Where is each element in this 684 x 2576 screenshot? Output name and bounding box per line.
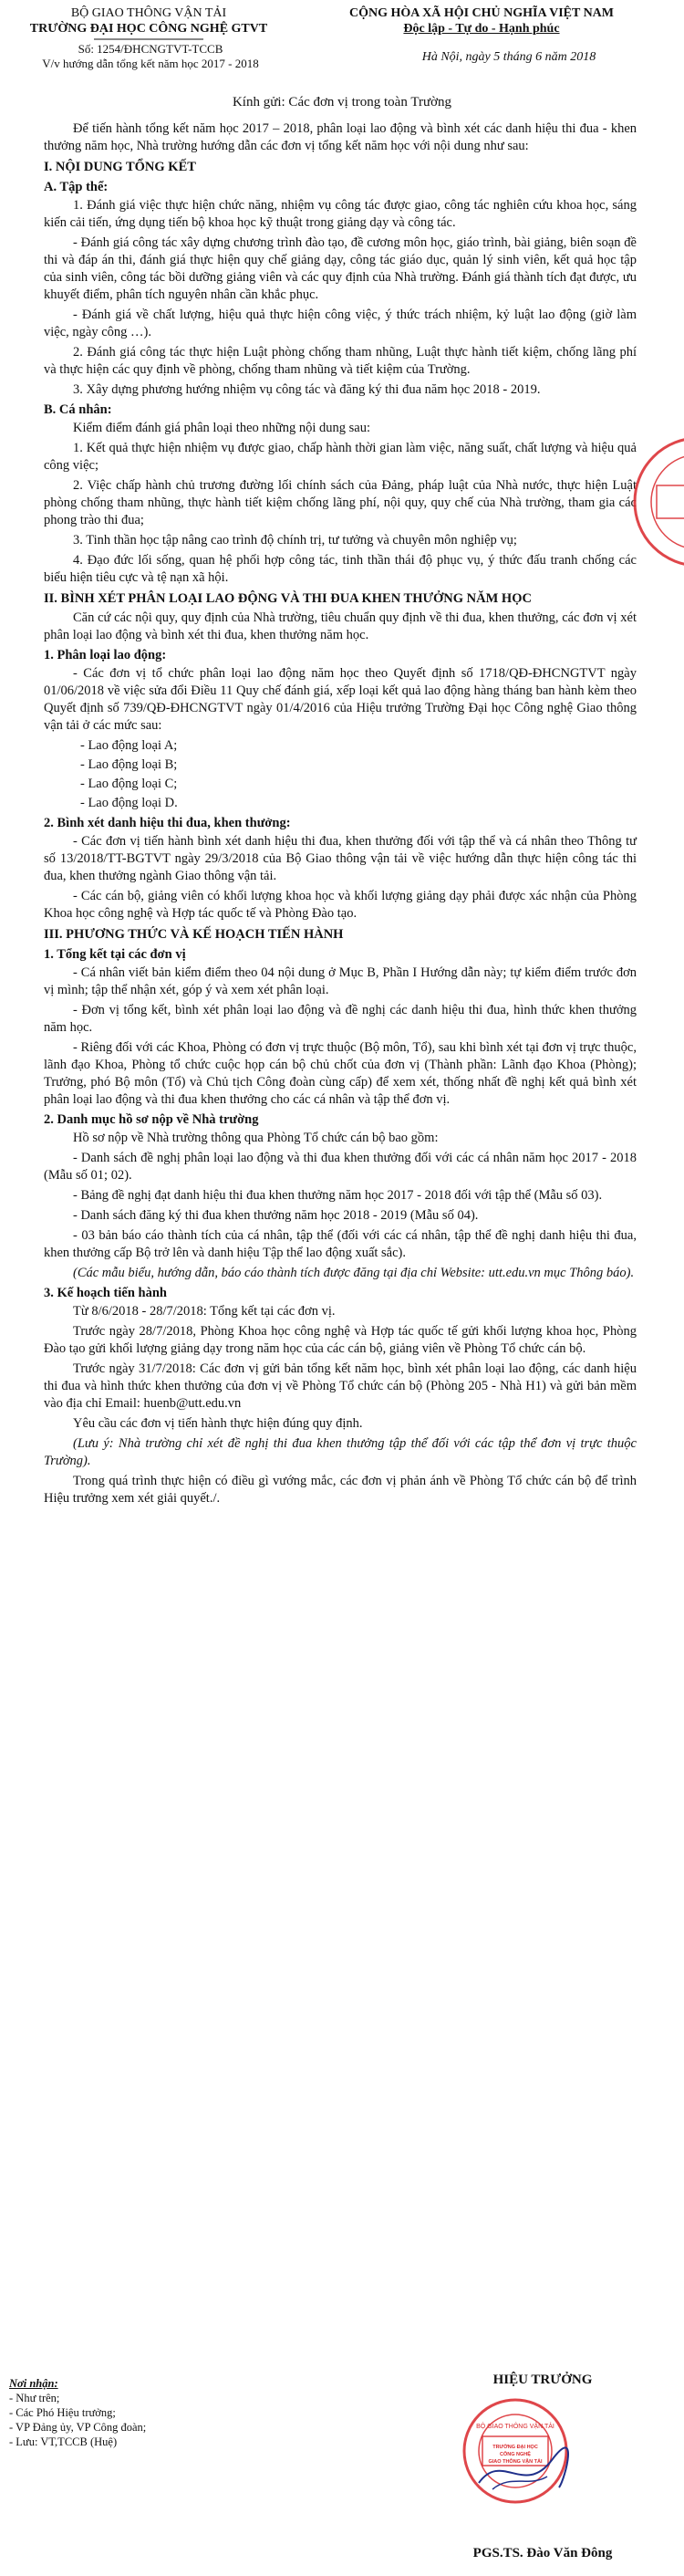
website-note: (Các mẫu biểu, hướng dẫn, báo cáo thành tích được đăng tại địa chỉ Website: utt.edu.vn mục Thông báo). (73, 1266, 635, 1280)
side-stamp (626, 429, 684, 575)
section-1b-p1: 1. Kết quả thực hiện nhiệm vụ được giao, chấp hành thời gian làm việc, năng suất, chất lượng và hiệu quả công việc; (44, 441, 637, 473)
document-number: Số: 1254/ĐHCNGTVT-TCCB (78, 42, 223, 56)
svg-text:GIAO THÔNG VẬN TẢI: GIAO THÔNG VẬN TẢI (488, 2459, 543, 2465)
section-1a-p2: - Đánh giá công tác xây dựng chương trình đào tạo, đề cương môn học, giáo trình, bài giảng, biên soạn đề thi và đáp án thi, đánh giá thực hiện quy chế giảng dạy, công tác giáo dục, quản lý sinh viên, kết quả học tập của sinh viên, công tác bồi dưỡng giảng viên và các quy định của Nhà trường. Đánh giá thành tích đạt được, ưu khuyết điểm, phân tích nguyên nhân cần khắc phục. (44, 235, 637, 302)
section-3-1-p2: - Đơn vị tổng kết, bình xét phân loại lao động và đề nghị các danh hiệu thi đua, hình thức khen thưởng năm học. (44, 1003, 637, 1035)
section-2-2-title: 2. Bình xét danh hiệu thi đua, khen thưởng: (44, 816, 291, 830)
signature-block (0, 2367, 684, 2576)
section-2-title: II. BÌNH XÉT PHÂN LOẠI LAO ĐỘNG VÀ THI ĐUA KHEN THƯỞNG NĂM HỌC (44, 591, 532, 606)
university-name: TRƯỜNG ĐẠI HỌC CÔNG NGHỆ GTVT (29, 22, 268, 36)
national-header (290, 5, 673, 37)
issuer-header (16, 5, 281, 41)
section-1b-p2: 2. Việc chấp hành chủ trương đường lối chính sách của Đảng, pháp luật của Nhà nước, thực hiện Luật phòng chống tham nhũng, thực hành tiết kiệm chống lãng phí, nội quy, quy chế của Nhà trường, tham gia các phong trào thi đua; (44, 478, 637, 527)
section-3-3-p3: Trước ngày 31/7/2018: Các đơn vị gửi bản tổng kết năm học, bình xét phân loại lao động, các danh hiệu thi đua và hình thức khen thưởng của đơn vị về Phòng Tổ chức cán bộ (Phòng 205 - Nhà H1) và gửi bản mềm vào địa chỉ Email: huenb@utt.edu.vn (44, 1361, 637, 1411)
section-3-2-p4: - 03 bản báo cáo thành tích của cá nhân, tập thể (đối với các cá nhân, tập thể đề nghị danh hiệu thi đua, khen thưởng cấp Bộ trở lên và danh hiệu Tập thể lao động xuất sắc). (44, 1228, 637, 1260)
section-1a-p3: - Đánh giá về chất lượng, hiệu quả thực hiện công việc, ý thức trách nhiệm, kỷ luật lao động (giờ làm việc, ngày công …). (44, 308, 637, 339)
document-subject: V/v hướng dẫn tổng kết năm học 2017 - 2018 (42, 57, 259, 70)
section-1b-p4: 4. Đạo đức lối sống, quan hệ phối hợp công tác, tinh thần thái độ phục vụ, ý thức đấu tranh chống các biểu hiện tiêu cực và tệ nạn xã hội. (44, 553, 637, 585)
section-3-1-title: 1. Tổng kết tại các đơn vị (44, 947, 186, 962)
section-3-2-p0: Hồ sơ nộp về Nhà trường thông qua Phòng Tổ chức cán bộ bao gồm: (73, 1131, 439, 1145)
document-body (44, 120, 637, 1510)
section-3-3-p1: Từ 8/6/2018 - 28/7/2018: Tổng kết tại các đơn vị. (73, 1304, 336, 1319)
section-1-title: I. NỘI DUNG TỔNG KẾT (44, 160, 196, 174)
stamp-top-text: BỘ GIAO THÔNG VẬN TẢI (476, 2424, 554, 2430)
labor-level-b: - Lao động loại B; (80, 757, 178, 772)
document-reference (36, 42, 264, 71)
section-1a-p1: 1. Đánh giá việc thực hiện chức năng, nhiệm vụ công tác được giao, công tác nghiên cứu khoa học, sáng kiến cải tiến, ứng dụng tiến bộ khoa học kỹ thuật trong giảng dạy và công tác. (44, 198, 637, 230)
national-motto: Độc lập - Tự do - Hạnh phúc (403, 22, 560, 36)
section-1b-title: B. Cá nhân: (44, 402, 112, 417)
signer-name: PGS.TS. Đào Văn Đông (472, 2546, 613, 2560)
recipient-item: - VP Đảng ủy, VP Công đoàn; (9, 2421, 147, 2434)
official-stamp (461, 2396, 570, 2506)
section-3-title: III. PHƯƠNG THỨC VÀ KẾ HOẠCH TIẾN HÀNH (44, 927, 344, 942)
section-2-1-title: 1. Phân loại lao động: (44, 648, 167, 662)
section-3-2-p2: - Bảng đề nghị đạt danh hiệu thi đua khen thưởng năm học 2017 - 2018 đối với tập thể (Mẫu số 03). (73, 1188, 603, 1203)
document-date: Hà Nội, ngày 5 tháng 6 năm 2018 (421, 50, 596, 64)
section-3-2-p3: - Danh sách đăng ký thi đua khen thưởng năm học 2018 - 2019 (Mẫu số 04). (73, 1208, 479, 1223)
section-3-3-p6: Trong quá trình thực hiện có điều gì vướng mắc, các đơn vị phản ánh về Phòng Tổ chức cán bộ để trình Hiệu trưởng xem xét giải quyết./. (44, 1474, 637, 1506)
svg-text:TRƯỜNG ĐẠI HỌC: TRƯỜNG ĐẠI HỌC (492, 2445, 538, 2450)
intro-paragraph: Để tiến hành tổng kết năm học 2017 – 2018, phân loại lao động và bình xét các danh hiệu thi đua - khen thưởng năm học, Nhà trường hướng dẫn các đơn vị tổng kết năm học với nội dung như sau: (44, 121, 637, 153)
labor-level-d: - Lao động loại D. (80, 796, 178, 810)
section-3-3-p5 (44, 1435, 637, 1470)
section-1a-p4: 2. Đánh giá công tác thực hiện Luật phòng chống tham nhũng, Luật thực hành tiết kiệm, chống lãng phí và thực hiện các quy định về phòng, chống tham nhũng và tiết kiệm của Trường. (44, 345, 637, 377)
section-1a-p5: 3. Xây dựng phương hướng nhiệm vụ công tác và đăng ký thi đua năm học 2018 - 2019. (73, 382, 541, 397)
section-2-1-p1: - Các đơn vị tổ chức phân loại lao động năm học theo Quyết định số 1718/QĐ-ĐHCNGTVT ngày 01/06/2018 về việc sửa đổi Điều 11 Quy chế đánh giá, xếp loại kết quả lao động hàng tháng ban hành kèm theo Quyết định số 739/QĐ-ĐHCNGTVT ngày 01/4/2016 của Hiệu trưởng Trường Đại học Công nghệ Giao thông vận tải ở các mức sau: (44, 666, 637, 733)
note-text: (Lưu ý: Nhà trường chỉ xét đề nghị thi đua khen thưởng tập thể đối với các tập thể đơn vị trực thuộc Trường). (44, 1436, 637, 1468)
recipients-title: Nơi nhận: (9, 2377, 58, 2390)
section-3-2-title: 2. Danh mục hồ sơ nộp về Nhà trường (44, 1112, 259, 1127)
labor-level-c: - Lao động loại C; (80, 777, 178, 791)
section-3-2-p1: - Danh sách đề nghị phân loại lao động và thi đua khen thưởng đối với các cá nhân năm học 2017 - 2018 (Mẫu số 01; 02). (44, 1151, 637, 1183)
recipients (9, 2376, 283, 2449)
greeting-line: Kính gửi: Các đơn vị trong toàn Trường (232, 95, 452, 110)
section-3-2-p5 (44, 1265, 637, 1282)
section-3-3-p4: Yêu cầu các đơn vị tiến hành thực hiện đúng quy định. (73, 1416, 363, 1431)
section-2-2-p1: - Các đơn vị tiến hành bình xét danh hiệu thi đua, khen thưởng đối với tập thể và cá nhân theo Thông tư số 13/2018/TT-BGTVT ngày 29/3/2018 của Bộ Giao thông vận tải về việc hướng dẫn thực hiện công tác thi đua, khen thưởng ngành Giao thông vận tải. (44, 834, 637, 883)
labor-level-a: - Lao động loại A; (80, 738, 178, 753)
section-1b-p0: Kiểm điểm đánh giá phân loại theo những nội dung sau: (73, 421, 370, 435)
ministry-name: BỘ GIAO THÔNG VẬN TẢI (70, 6, 227, 20)
section-3-3-title: 3. Kế hoạch tiến hành (44, 1286, 167, 1300)
section-3-3-p2: Trước ngày 28/7/2018, Phòng Khoa học công nghệ và Hợp tác quốc tế gửi khối lượng khoa học, Phòng Đào tạo gửi khối lượng giảng dạy trong năm học của các cán bộ, giảng viên về Phòng Tổ chức cán bộ. (44, 1324, 637, 1356)
signer-title: HIỆU TRƯỞNG (492, 2373, 593, 2387)
section-3-1-p1: - Cá nhân viết bản kiểm điểm theo 04 nội dung ở Mục B, Phần I Hướng dẫn này; tự kiểm điểm trước đơn vị mình; tập thể nhận xét, góp ý và xem xét phân loại. (44, 965, 637, 997)
section-1a-title: A. Tập thể: (44, 180, 109, 194)
national-title: CỘNG HÒA XÃ HỘI CHỦ NGHĨA VIỆT NAM (348, 6, 614, 20)
header-underline (94, 37, 203, 41)
recipient-item: - Lưu: VT,TCCB (Huệ) (9, 2435, 118, 2448)
recipient-item: - Như trên; (9, 2392, 60, 2404)
section-2-intro: Căn cứ các nội quy, quy định của Nhà trường, tiêu chuẩn quy định về thi đua, khen thưởng, các đơn vị xét phân loại lao động và bình xét thi đua, khen thưởng năm học. (44, 610, 637, 642)
recipient-item: - Các Phó Hiệu trưởng; (9, 2406, 116, 2419)
svg-text:CÔNG NGHỆ: CÔNG NGHỆ (500, 2452, 531, 2457)
section-2-2-p2: - Các cán bộ, giảng viên có khối lượng khoa học và khối lượng giảng dạy phải được xác nhận của Phòng Khoa học công nghệ và Hợp tác quốc tế và Phòng Đào tạo. (44, 889, 637, 921)
section-1b-p3: 3. Tinh thần học tập nâng cao trình độ chính trị, tư tưởng và chuyên môn nghiệp vụ; (73, 533, 517, 548)
section-3-1-p3: - Riêng đối với các Khoa, Phòng có đơn vị trực thuộc (Bộ môn, Tổ), sau khi bình xét tại đơn vị trực thuộc, lãnh đạo Khoa, Phòng tổ chức cuộc họp cán bộ chủ chốt của đơn vị (Thành phần: Lãnh đạo Khoa (Phòng); Trưởng, phó Bộ môn (Tổ) và Chủ tịch Công đoàn cùng cấp) để xem xét, thống nhất đề nghị kết quả bình xét phân loại lao động và thi đua khen thưởng cho các cá nhân và tập thể đơn vị. (44, 1040, 637, 1107)
